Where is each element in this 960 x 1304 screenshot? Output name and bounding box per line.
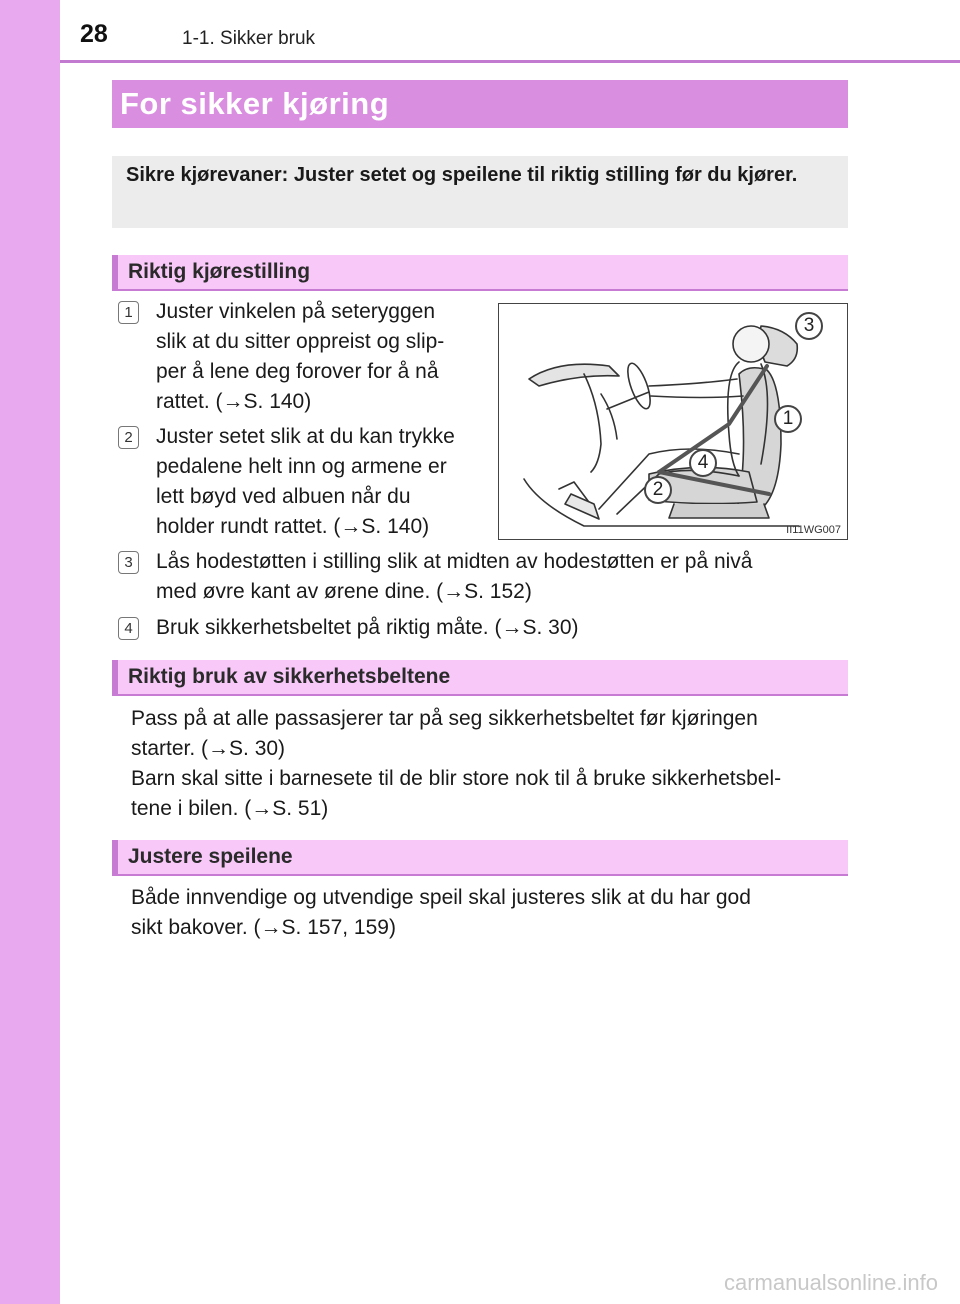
figure-label-4: 4	[689, 449, 717, 477]
intro-box	[112, 156, 848, 228]
list-item-text	[156, 547, 842, 607]
text-line: sikt bakover. (→S. 157, 159)	[131, 916, 396, 939]
number-badge: 3	[118, 551, 139, 574]
text-line: Pass på at alle passasjerer tar på seg sikkerhetsbeltet før kjøringen	[131, 707, 758, 730]
figure-label-1: 1	[774, 405, 802, 433]
number-badge: 2	[118, 426, 139, 449]
page-title-bar	[112, 80, 848, 128]
text-line: Barn skal sitte i barnesete til de blir store nok til å bruke sikkerhetsbel-	[131, 767, 782, 790]
number-badge: 1	[118, 301, 139, 324]
figure-label-2: 2	[644, 476, 672, 504]
text-line: Både innvendige og utvendige speil skal justeres slik at du har god	[131, 886, 751, 909]
header-rule	[60, 60, 960, 63]
page-title: For sikker kjøring	[120, 86, 390, 121]
subheading-justere-speilene	[112, 840, 848, 876]
subheading-text: Riktig bruk av sikkerhetsbeltene	[128, 665, 451, 688]
figure-label-3: 3	[795, 312, 823, 340]
mirror-paragraph	[131, 883, 842, 943]
intro-text: Sikre kjørevaner: Juster setet og speilene til riktig stilling før du kjører.	[126, 164, 798, 186]
text-line: Juster vinkelen på seteryggen	[156, 300, 435, 323]
subheading-text: Justere speilene	[128, 845, 293, 868]
text-line: per å lene deg forover for å nå	[156, 360, 439, 383]
list-item-text	[156, 297, 480, 417]
text-line: tene i bilen. (→S. 51)	[131, 797, 329, 820]
text-line: pedalene helt inn og armene er	[156, 455, 447, 478]
subheading-riktig-kjorestilling	[112, 255, 848, 291]
text-line: Lås hodestøtten i stilling slik at midten av hodestøtten er på nivå	[156, 550, 753, 573]
number-badge: 4	[118, 617, 139, 640]
text-line: med øvre kant av ørene dine. (→S. 152)	[156, 580, 532, 603]
watermark: carmanualsonline.info	[723, 1270, 938, 1295]
seatbelt-paragraph	[131, 704, 842, 824]
text-line: rattet. (→S. 140)	[156, 390, 312, 413]
text-line: Bruk sikkerhetsbeltet på riktig måte. (→S. 30)	[156, 616, 579, 639]
text-line: starter. (→S. 30)	[131, 737, 286, 760]
figure-code: II11WG007	[786, 524, 841, 536]
list-item-text	[156, 613, 842, 643]
subheading-riktig-bruk-sikkerhetsbelter	[112, 660, 848, 696]
section-label: 1-1. Sikker bruk	[182, 28, 316, 49]
text-line: holder rundt rattet. (→S. 140)	[156, 515, 430, 538]
left-margin-band	[0, 0, 60, 1304]
subheading-text: Riktig kjørestilling	[128, 260, 311, 283]
text-line: slik at du sitter oppreist og slip-	[156, 330, 445, 353]
list-item-text	[156, 422, 480, 542]
page-number: 28	[80, 20, 108, 48]
driving-position-illustration	[498, 303, 848, 540]
text-line: lett bøyd ved albuen når du	[156, 485, 411, 508]
text-line: Juster setet slik at du kan trykke	[156, 425, 455, 448]
